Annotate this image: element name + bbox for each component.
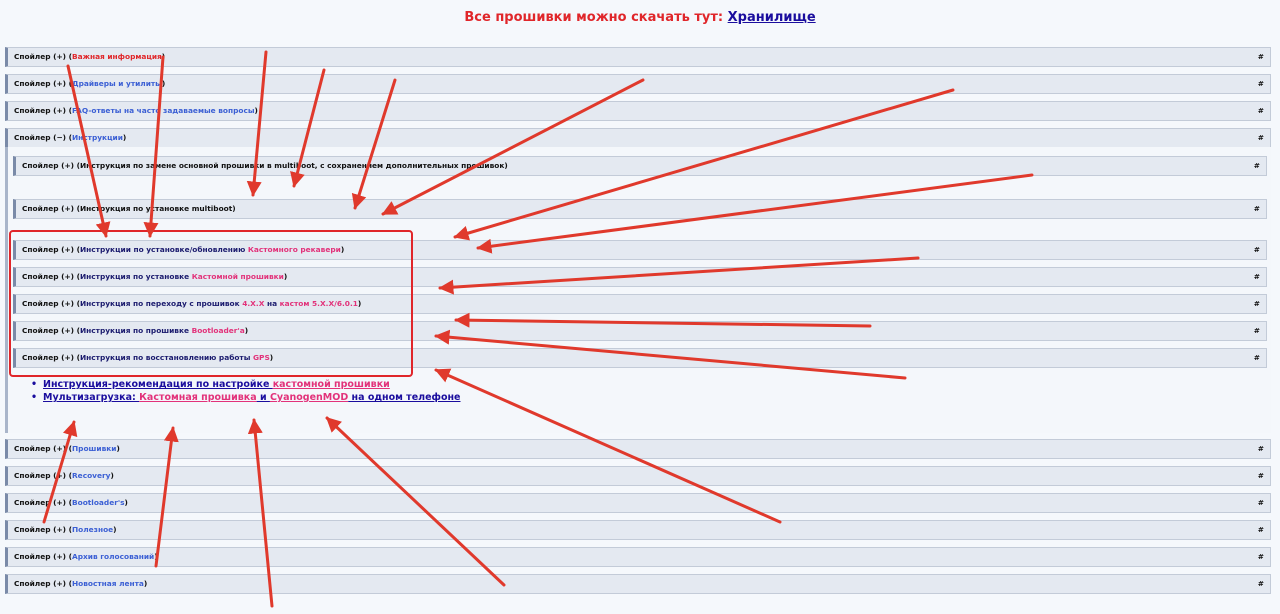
spoiler-prefix: Спойлер (+) (: [22, 326, 80, 335]
spoiler-label: Прошивки: [71, 444, 117, 453]
arrow-line: [254, 420, 272, 606]
spoiler-suffix: ): [254, 106, 258, 115]
spoiler-suffix: ): [283, 272, 288, 281]
multiboot-link[interactable]: Мультизагрузка:: [43, 392, 140, 403]
anchor-link[interactable]: #: [1257, 525, 1264, 534]
custom-firmware-link[interactable]: Кастомная прошивка: [139, 392, 257, 403]
anchor-link[interactable]: #: [1257, 444, 1264, 453]
spoiler-highlight: Кастомного рекавери: [247, 245, 341, 254]
anchor-link[interactable]: #: [1257, 498, 1264, 507]
anchor-link[interactable]: #: [1257, 552, 1264, 561]
arrow-line: [436, 336, 905, 378]
anchor-link[interactable]: #: [1253, 272, 1260, 281]
spoiler-label: Важная информация: [71, 52, 162, 61]
spoiler-label: Новостная лента: [71, 579, 144, 588]
arrow-line: [44, 422, 74, 522]
multiboot-link[interactable]: на одном телефоне: [348, 392, 461, 403]
anchor-link[interactable]: #: [1257, 579, 1264, 588]
spoiler-prefix: Спойлер (+) (: [14, 579, 72, 588]
spoiler-label: Спойлер (+) (Инструкция по замене основной прошивки в multiboot, с сохранением дополнительных прошивок): [22, 161, 508, 170]
spoiler-suffix: ): [143, 579, 148, 588]
anchor-link[interactable]: #: [1253, 161, 1260, 170]
spoiler-suffix: ): [161, 52, 166, 61]
arrow-line: [156, 428, 173, 566]
spoiler-suffix: ): [110, 471, 114, 480]
spoiler-suffix: ): [244, 326, 249, 335]
arrow-line: [68, 66, 106, 236]
anchor-link[interactable]: #: [1257, 52, 1264, 61]
custom-firmware-link[interactable]: кастомной прошивки: [272, 379, 390, 390]
arrow-line: [436, 370, 780, 522]
spoiler-prefix: Спойлер (+) (: [22, 299, 80, 308]
multiboot-link[interactable]: и: [256, 392, 270, 403]
spoiler-prefix: Спойлер (+) (: [14, 444, 72, 453]
spoiler-suffix: ): [161, 79, 166, 88]
arrow-line: [440, 258, 918, 288]
spoiler-prefix: Спойлер (+) (: [22, 272, 80, 281]
arrow-line: [253, 52, 266, 195]
arrow-line: [478, 175, 1032, 248]
spoiler-label: Инструкция по установке: [79, 272, 192, 281]
anchor-link[interactable]: #: [1253, 245, 1260, 254]
spoiler-suffix: ): [113, 525, 117, 534]
spoiler-label: FAQ-ответы на часто задаваемые вопросы: [71, 106, 255, 115]
spoiler-label: Инструкции по установке/обновлению: [79, 245, 248, 254]
spoiler-prefix: Спойлер (+) (: [14, 52, 72, 61]
spoiler-suffix: ): [269, 353, 274, 362]
title-prefix: Все прошивки можно скачать тут:: [464, 10, 728, 25]
spoiler-highlight: Bootloader'a: [191, 326, 245, 335]
spoiler-label: на: [264, 299, 280, 308]
anchor-link[interactable]: #: [1253, 204, 1260, 213]
anchor-link[interactable]: #: [1257, 106, 1264, 115]
spoiler-highlight: 4.X.X: [242, 299, 265, 308]
spoiler-label: Архив голосований: [71, 552, 155, 561]
anchor-link[interactable]: #: [1257, 79, 1264, 88]
spoiler-suffix: ): [154, 552, 158, 561]
spoiler-prefix: Спойлер (+) (: [22, 245, 80, 254]
spoiler-prefix: Спойлер (+) (: [14, 552, 72, 561]
spoiler-prefix: Спойлер (+) (: [14, 79, 72, 88]
spoiler-label: Спойлер (+) (Инструкция по установке multiboot): [22, 204, 236, 213]
cyanogenmod-link[interactable]: CyanogenMOD: [269, 392, 349, 403]
spoiler-label: Bootloader's: [71, 498, 125, 507]
arrow-line: [355, 80, 395, 208]
anchor-link[interactable]: #: [1253, 353, 1260, 362]
spoiler-label: Инструкция по переходу с прошивок: [79, 299, 243, 308]
spoiler-suffix: ): [124, 498, 128, 507]
spoiler-prefix: Спойлер (+) (: [22, 353, 80, 362]
anchor-link[interactable]: #: [1253, 326, 1260, 335]
spoiler-highlight: GPS: [252, 353, 270, 362]
spoiler-label: Драйверы и утилиты: [71, 79, 162, 88]
spoiler-suffix: ): [122, 133, 127, 142]
arrow-line: [150, 57, 166, 236]
storage-link[interactable]: Хранилище: [727, 10, 816, 25]
spoiler-suffix: ): [340, 245, 345, 254]
anchor-link[interactable]: #: [1257, 133, 1264, 142]
spoiler-suffix: ): [357, 299, 362, 308]
anchor-link[interactable]: #: [1253, 299, 1260, 308]
spoiler-label: Инструкция по прошивке: [79, 326, 192, 335]
spoiler-highlight: кастом 5.X.X/6.0.1: [279, 299, 358, 308]
arrow-line: [327, 418, 504, 585]
anchor-link[interactable]: #: [1257, 471, 1264, 480]
spoiler-label: Полезное: [71, 525, 114, 534]
arrow-line: [456, 320, 870, 326]
spoiler-suffix: ): [116, 444, 120, 453]
spoiler-prefix: Спойлер (+) (: [14, 106, 72, 115]
arrow-line: [294, 70, 324, 186]
spoiler-prefix: Спойлер (−) (: [14, 133, 72, 142]
spoiler-highlight: Кастомной прошивки: [191, 272, 284, 281]
setup-recommendation-link[interactable]: Инструкция-рекомендация по настройке: [43, 379, 273, 390]
spoiler-label: Инструкция по восстановлению работы: [79, 353, 253, 362]
spoiler-prefix: Спойлер (+) (: [14, 471, 72, 480]
arrow-line: [455, 90, 953, 237]
spoiler-prefix: Спойлер (+) (: [14, 498, 72, 507]
spoiler-label: Инструкции: [71, 133, 123, 142]
spoiler-prefix: Спойлер (+) (: [14, 525, 72, 534]
spoiler-label: Recovery: [71, 471, 111, 480]
